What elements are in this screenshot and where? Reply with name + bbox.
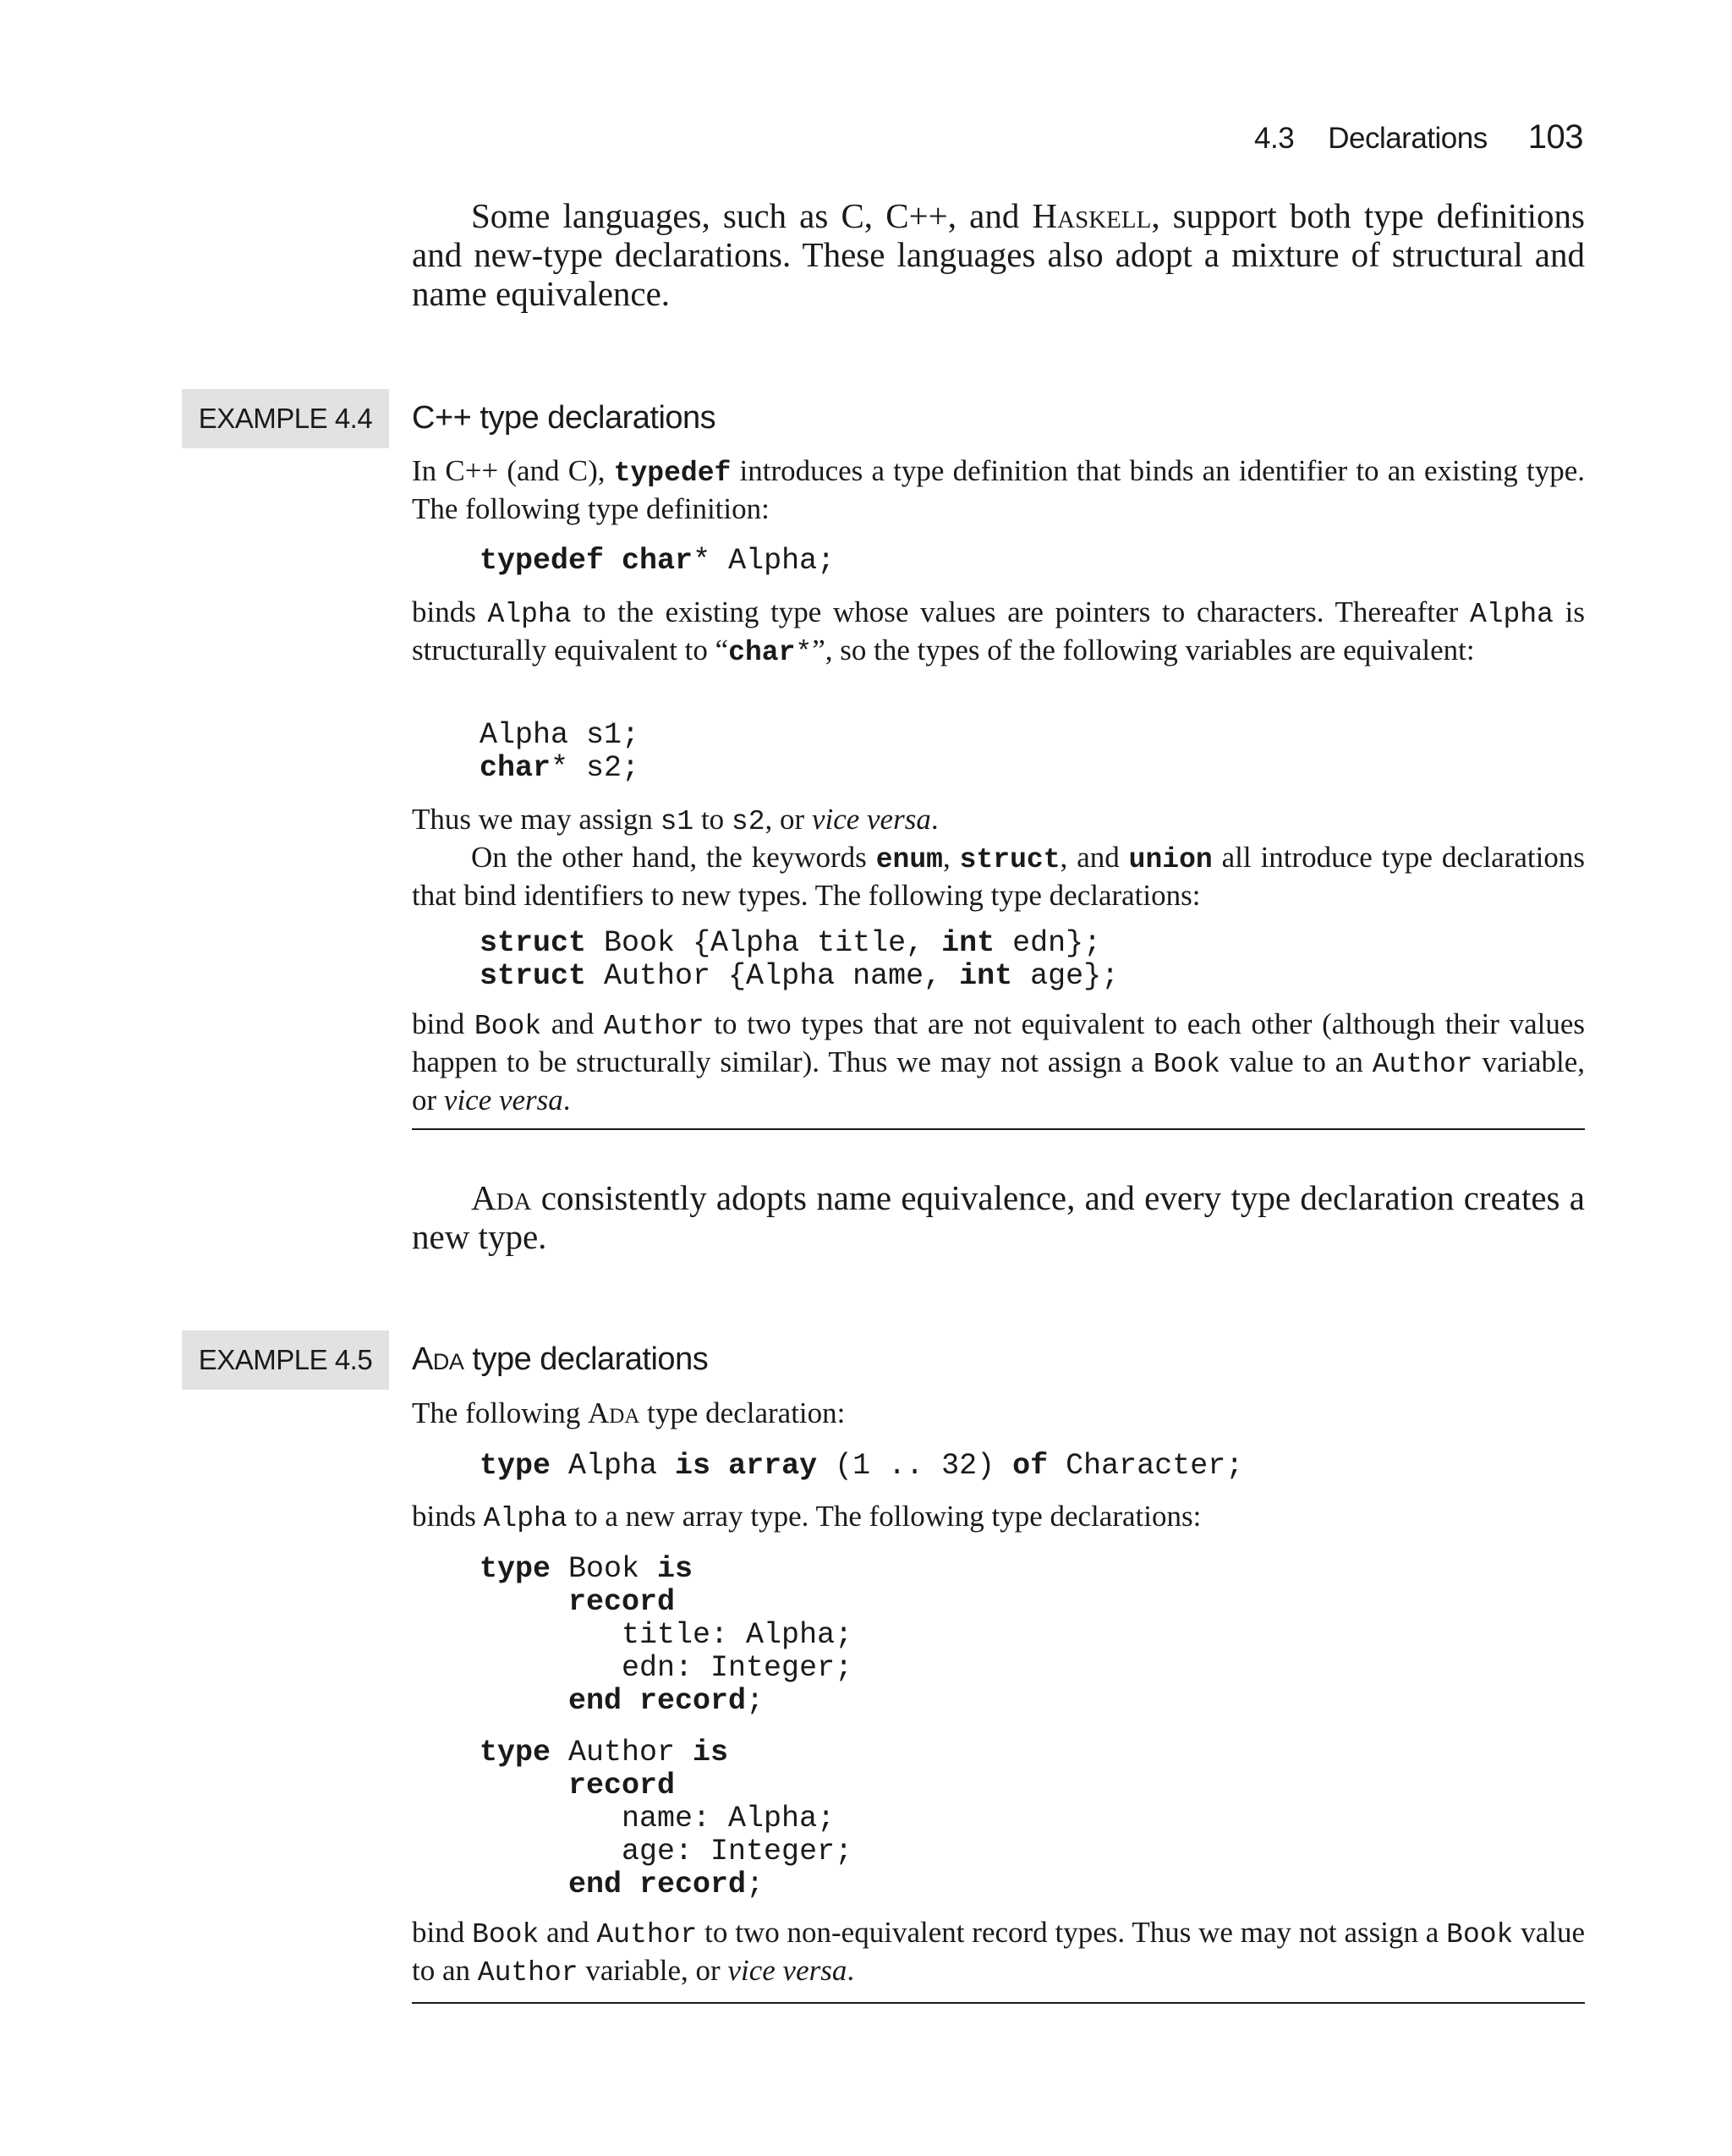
text: is structurally equivalent to “ (412, 595, 1585, 667)
code-keyword: struct (480, 926, 587, 960)
text: to a new array type. The following type declarations: (567, 1500, 1202, 1533)
code-ident: Author (596, 1919, 698, 1950)
text: bind (412, 1007, 474, 1040)
text: , or (765, 803, 812, 836)
text: variable, or (578, 1954, 728, 1987)
code-text (710, 1449, 728, 1483)
code-text: Alpha s1; (480, 718, 640, 752)
text: to two types that are not equivalent to each other (although their values happen to be structurally similar). Thus we may not assign a (412, 1007, 1585, 1078)
text: , (942, 841, 960, 874)
title-text: type declarations (463, 1341, 709, 1377)
ex45-paragraph-2 (412, 1499, 1585, 1537)
code-text: name: Alpha; (622, 1802, 836, 1835)
intro-paragraph (412, 196, 1585, 313)
text: and (541, 1007, 604, 1040)
code-keyword: is (693, 1736, 729, 1769)
code-text: edn: Integer; (622, 1651, 853, 1685)
code-text: * s2; (551, 751, 640, 785)
code-keyword: char (622, 544, 693, 578)
text: to (693, 803, 732, 836)
code-keyword: char (480, 751, 551, 785)
text: ”, so the types of the following variables are equivalent: (812, 634, 1475, 667)
section-title: Declarations (1328, 122, 1488, 155)
code-ident: Book (1153, 1049, 1220, 1080)
keyword-enum: enum (875, 844, 943, 875)
code-ident: Alpha (483, 1503, 567, 1534)
code-block-record-author (480, 1736, 852, 1901)
text: type declaration: (639, 1396, 846, 1429)
code-text: Character; (1048, 1449, 1244, 1483)
page-number: 103 (1527, 118, 1583, 156)
example-end-rule-2 (412, 2002, 1585, 2004)
code-ident: Alpha (1469, 599, 1554, 630)
section-number: 4.3 (1254, 122, 1295, 155)
code-block-typedef (480, 545, 835, 578)
example-4-4-tag: EXAMPLE 4.4 (182, 389, 389, 448)
code-keyword: record (568, 1769, 676, 1802)
keyword-struct: struct (959, 844, 1061, 875)
italic-text: vice versa (443, 1083, 563, 1116)
code-text: edn}; (995, 926, 1102, 960)
code-text: (1 .. 32) (817, 1449, 1013, 1483)
text: and (539, 1916, 597, 1949)
code-keyword: struct (480, 959, 587, 993)
code-ident: s1 (660, 806, 694, 837)
text: all introduce type declarations that bind identifiers to new types. The following type declarations: (412, 841, 1585, 912)
code-text: Author (551, 1736, 693, 1769)
text: value to an (1220, 1045, 1373, 1078)
text: . (930, 803, 939, 836)
code-text: Alpha (551, 1449, 676, 1483)
ex44-paragraph-1 (412, 453, 1585, 527)
keyword-union: union (1128, 844, 1213, 875)
code-keyword: end record (568, 1684, 747, 1718)
code-keyword: end record (568, 1868, 747, 1901)
code-keyword: int (941, 926, 995, 960)
running-head (1254, 118, 1583, 156)
code-text: Book {Alpha title, (586, 926, 942, 960)
text: value to an (412, 1916, 1585, 1987)
code-keyword: type (480, 1552, 551, 1586)
code-keyword: is (657, 1552, 693, 1586)
code-block-ada-array (480, 1450, 1243, 1483)
text: The following (412, 1396, 589, 1429)
italic-text: vice versa (727, 1954, 847, 1987)
code-ident: Author (603, 1011, 704, 1042)
ada-name: Ada (588, 1396, 640, 1429)
code-ident: Alpha (487, 599, 572, 630)
text: to the existing type whose values are pointers to characters. Thereafter (571, 595, 1470, 628)
code-keyword: of (1012, 1449, 1049, 1483)
code-text: title: Alpha; (622, 1618, 853, 1652)
keyword-char: char (728, 637, 796, 668)
ex45-paragraph-1 (412, 1396, 1585, 1431)
ex44-paragraph-3 (412, 802, 1585, 913)
code-keyword: type (480, 1736, 551, 1769)
intro-text-rest: , support both type definitions and new-type declarations. These languages also adopt a mixture of structural and name equivalence. (412, 196, 1585, 313)
code-block-record-book (480, 1553, 852, 1718)
code-ident: * (795, 637, 813, 668)
code-ident: s2 (731, 806, 765, 837)
code-keyword: int (959, 959, 1013, 993)
ada-name: Ada (471, 1178, 532, 1217)
text: In C++ (and C), (412, 454, 614, 487)
code-text: ; (746, 1684, 765, 1718)
ex45-paragraph-3 (412, 1915, 1585, 1991)
text: variable, or (412, 1045, 1585, 1116)
text: consistently adopts name equivalence, and every type declaration creates a new type. (412, 1178, 1585, 1256)
text: binds (412, 1500, 484, 1533)
code-keyword: array (728, 1449, 818, 1483)
code-text: Author {Alpha name, (586, 959, 960, 993)
example-4-5-title (412, 1341, 708, 1378)
code-keyword: record (568, 1585, 676, 1619)
ex44-paragraph-2 (412, 595, 1585, 671)
code-keyword: is (675, 1449, 711, 1483)
code-ident: Author (1372, 1049, 1473, 1080)
text: . (847, 1954, 855, 1987)
intro-text: Some languages, such as C, C++, and (471, 196, 1033, 235)
text: . (562, 1083, 571, 1116)
code-ident: Book (472, 1919, 540, 1950)
code-keyword: typedef (480, 544, 605, 578)
text: introduces a type definition that binds an identifier to an existing type. The following type definition: (412, 454, 1585, 525)
haskell-name: Haskell (1032, 196, 1152, 235)
code-block-structs (480, 927, 1119, 993)
text: On the other hand, the keywords (471, 841, 876, 874)
code-text: * Alpha; (693, 544, 836, 578)
text: to two non-equivalent record types. Thus we may not assign a (697, 1916, 1447, 1949)
example-4-5-tag: EXAMPLE 4.5 (182, 1330, 389, 1390)
code-ident: Author (477, 1957, 578, 1989)
ada-paragraph (412, 1178, 1585, 1256)
code-ident: Book (1446, 1919, 1514, 1950)
code-text: age}; (1012, 959, 1120, 993)
ex44-paragraph-5 (412, 1007, 1585, 1118)
code-block-variables (480, 719, 639, 785)
text: , and (1060, 841, 1129, 874)
keyword-typedef: typedef (613, 458, 732, 489)
code-ident: Book (474, 1011, 542, 1042)
text: bind (412, 1916, 473, 1949)
italic-text: vice versa (811, 803, 931, 836)
code-text: age: Integer; (622, 1835, 853, 1868)
code-text: ; (746, 1868, 765, 1901)
code-text: Book (551, 1552, 658, 1586)
example-end-rule (412, 1128, 1585, 1130)
text: binds (412, 595, 488, 628)
text: Thus we may assign (412, 803, 660, 836)
example-4-4-title: C++ type declarations (412, 400, 716, 436)
ada-name: Ada (412, 1341, 464, 1377)
code-keyword: type (480, 1449, 551, 1483)
